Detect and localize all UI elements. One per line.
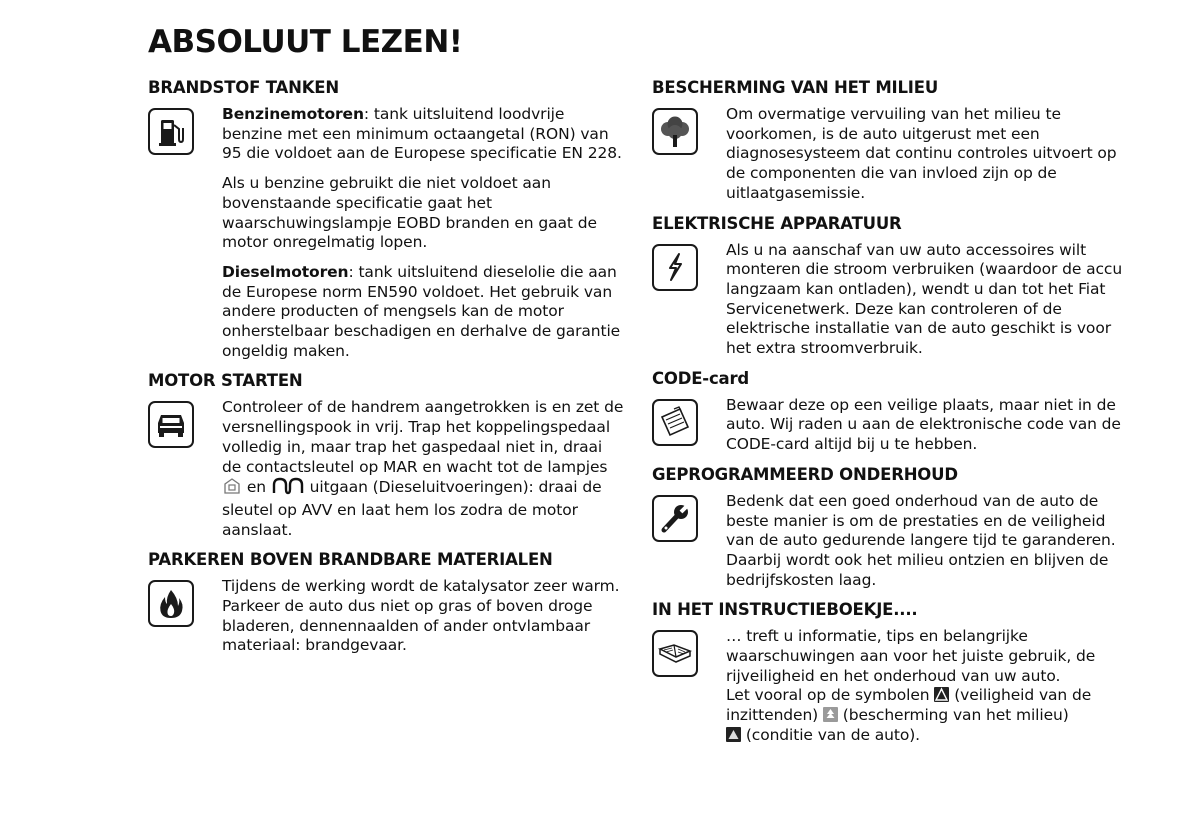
paragraph-diesel: Dieselmotoren: tank uitsluitend dieselolie die aan de Europese norm EN590 voldoet. Het gebruik van andere producten of mengsels kan de motor onherstelbaar beschadigen en derhalve de garantie ongeldig maken.: [222, 262, 621, 360]
paragraph-onderhoud: Bedenk dat een goed onderhoud van de auto de beste manier is om de prestaties en de veiligheid van de auto gedurende langere tijd te garanderen. Daarbij wordt ook het milieu ontzien en blijven de bedrijfskosten laag.: [726, 491, 1116, 589]
paragraph-motor-starten: Controleer of de handrem aangetrokken is en zet de versnellingspook in vrij. Trap het koppelingspedaal volledig in, maar trap het gaspedaal niet in, draai de contactsleutel op MAR en wacht tot de lampjes en uitgaan (Dieseluitvoeringen): draai de sleutel op AVV en laat hem los zodra de motor aanslaat.: [222, 398, 624, 539]
page-title: ABSOLUUT LEZEN!: [148, 24, 463, 60]
section-elektrische-apparatuur: [652, 214, 1132, 359]
section-onderhoud: [652, 465, 1132, 591]
lightning-icon: [652, 244, 698, 291]
section-milieu: [652, 78, 1132, 204]
wrench-icon: [652, 495, 698, 542]
fuel-pump-icon: [148, 108, 194, 155]
paragraph-benzine: Benzinemotoren: tank uitsluitend loodvrije benzine met een minimum octaangetal (RON) van 95 die voldoet aan de Europese specificatie EN 228.: [222, 105, 622, 163]
section-heading: BESCHERMING VAN HET MILIEU: [652, 78, 939, 97]
section-motor-starten: [148, 371, 626, 540]
tree-icon: [652, 108, 698, 155]
passenger-safety-symbol-icon: [934, 687, 949, 702]
section-heading: MOTOR STARTEN: [148, 371, 303, 391]
section-brandstof-tanken: [148, 78, 626, 361]
open-book-icon: [652, 630, 698, 677]
section-heading: ELEKTRISCHE APPARATUUR: [652, 213, 902, 233]
section-heading: CODE-card: [652, 368, 750, 388]
vehicle-condition-symbol-icon: [726, 727, 741, 742]
section-code-card: [652, 369, 1132, 455]
section-heading: BRANDSTOF TANKEN: [148, 78, 339, 97]
paragraph-elektrisch: Als u na aanschaf van uw auto accessoires wilt monteren die stroom verbruiken (waardoor de accu langzaam kan ontladen), wendt u dan tot het Fiat Servicenetwerk. Deze kan controleren of de elektrische installatie van de auto geschikt is voor het extra stroomverbruik.: [726, 240, 1123, 358]
preheating-coil-icon: [271, 477, 305, 501]
paragraph-symbolen: Let vooral op de symbolen (veiligheid van de inzittenden) (bescherming van het milieu) (conditie van de auto).: [726, 686, 1092, 744]
glow-plug-warning-icon: [222, 477, 242, 501]
paragraph-milieu: Om overmatige vervuiling van het milieu te voorkomen, is de auto uitgerust met een diagnosesysteem dat continu controles uitvoert op de componenten die van invloed zijn op de uitlaatgasemissie.: [726, 105, 1117, 202]
section-parkeren: [148, 550, 626, 656]
section-heading: IN HET INSTRUCTIEBOEKJE....: [652, 600, 918, 620]
flame-icon: [148, 580, 194, 627]
paragraph-instructie: … treft u informatie, tips en belangrijke waarschuwingen aan voor het juiste gebruik, de rijveiligheid en het onderhoud van uw auto.: [726, 627, 1096, 685]
right-column: [652, 78, 1132, 756]
car-front-icon: [148, 401, 194, 448]
paragraph-benzine-warning: Als u benzine gebruikt die niet voldoet aan bovenstaande specificatie gaat het waarschuwingslampje EOBD branden en gaat de motor onregelmatig lopen.: [222, 174, 597, 252]
left-column: [148, 78, 626, 666]
paragraph-code-card: Bewaar deze op een veilige plaats, maar niet in de auto. Wij raden u aan de elektronische code van de CODE-card altijd bij u te hebben.: [726, 395, 1121, 454]
section-heading: GEPROGRAMMEERD ONDERHOUD: [652, 464, 958, 484]
code-card-icon: [652, 399, 698, 446]
section-instructieboekje: [652, 600, 1132, 745]
environment-symbol-icon: [823, 707, 838, 722]
paragraph-parkeren: Tijdens de werking wordt de katalysator zeer warm. Parkeer de auto dus niet op gras of boven droge bladeren, dennennaalden of ander ontvlambaar materiaal: brandgevaar.: [222, 577, 620, 655]
section-heading: PARKEREN BOVEN BRANDBARE MATERIALEN: [148, 550, 553, 570]
